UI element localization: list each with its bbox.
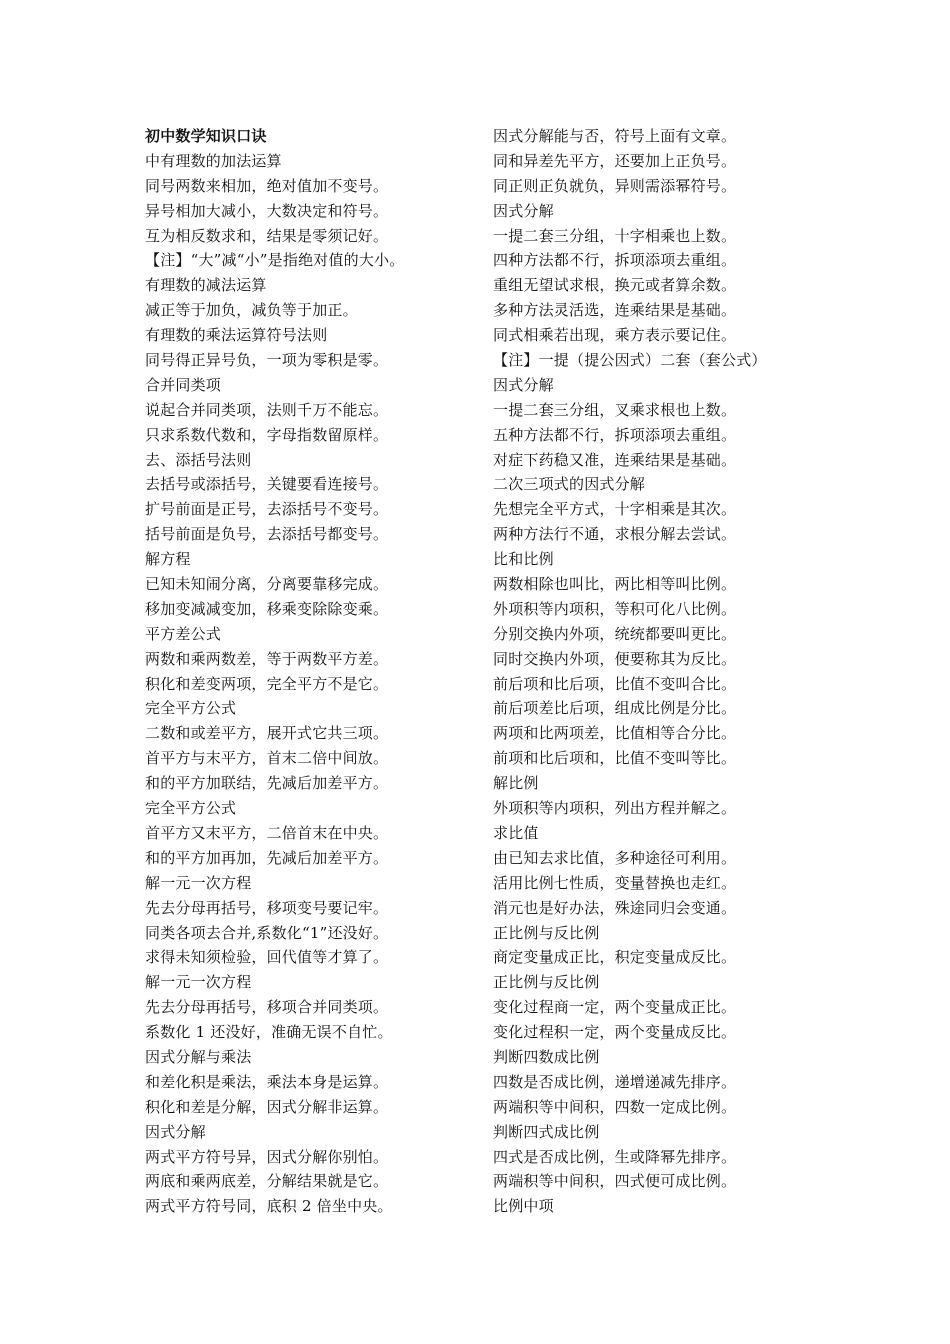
text-line: 由已知去求比值，多种途径可利用。: [493, 848, 737, 867]
text-line: 首平方与末平方，首末二倍中间放。: [145, 749, 389, 768]
text-line: 消元也是好办法，殊途同归会变通。: [493, 898, 737, 917]
text-line: 因式分解: [493, 375, 554, 394]
text-line: 因式分解: [493, 201, 554, 220]
text-line: 外项积等内项积，等积可化八比例。: [493, 599, 737, 618]
text-line: 去、添括号法则: [145, 450, 252, 469]
text-line: 只求系数代数和，字母指数留原样。: [145, 425, 389, 444]
text-line: 先去分母再括号，移项变号要记牢。: [145, 898, 389, 917]
text-line: 同号得正异号负，一项为零积是零。: [145, 351, 389, 370]
text-line: 比和比例: [493, 550, 554, 569]
text-line: 完全平方公式: [145, 799, 237, 818]
text-line: 和的平方加再加，先减后加差平方。: [145, 848, 389, 867]
text-line: 两式平方符号同，底积 2 倍坐中央。: [145, 1197, 393, 1216]
text-line: 重组无望试求根，换元或者算余数。: [493, 276, 737, 295]
text-line: 先去分母再括号，移项合并同类项。: [145, 998, 389, 1017]
text-line: 求比值: [493, 823, 539, 842]
text-line: 减正等于加负，减负等于加正。: [145, 301, 358, 320]
left-column: [145, 124, 485, 1219]
text-line: 解一元一次方程: [145, 973, 252, 992]
text-line: 求得未知须检验，回代值等才算了。: [145, 948, 389, 967]
text-line: 【注】一提（提公因式）二套（套公式）: [493, 351, 767, 370]
text-line: 括号前面是负号，去添括号都变号。: [145, 525, 389, 544]
text-line: 两式平方符号异，因式分解你别怕。: [145, 1147, 389, 1166]
text-line: 商定变量成正比，积定变量成反比。: [493, 948, 737, 967]
text-line: 两端积等中间积，四式便可成比例。: [493, 1172, 737, 1191]
text-line: 同时交换内外项，便要称其为反比。: [493, 649, 737, 668]
text-line: 二数和或差平方，展开式它共三项。: [145, 724, 389, 743]
text-line: 同类各项去合并,系数化“1”还没好。: [145, 923, 389, 942]
text-line: 四式是否成比例，生或降幂先排序。: [493, 1147, 737, 1166]
text-line: 异号相加大减小，大数决定和符号。: [145, 201, 389, 220]
text-line: 四数是否成比例，递增递减先排序。: [493, 1072, 737, 1091]
text-line: 前后项和比后项，比值不变叫合比。: [493, 674, 737, 693]
text-line: 首平方又末平方，二倍首末在中央。: [145, 823, 389, 842]
text-line: 同式相乘若出现，乘方表示要记住。: [493, 326, 737, 345]
text-line: 同和异差先平方，还要加上正负号。: [493, 151, 737, 170]
text-line: 解比例: [493, 774, 539, 793]
text-line: 扩号前面是正号，去添括号不变号。: [145, 500, 389, 519]
text-line: 两数相除也叫比，两比相等叫比例。: [493, 575, 737, 594]
text-line: 两端积等中间积，四数一定成比例。: [493, 1097, 737, 1116]
text-line: 积化和差变两项，完全平方不是它。: [145, 674, 389, 693]
text-line: 活用比例七性质，变量替换也走红。: [493, 873, 737, 892]
text-line: 正比例与反比例: [493, 923, 600, 942]
text-line: 移加变减减变加，移乘变除除变乘。: [145, 599, 389, 618]
text-line: 正比例与反比例: [493, 973, 600, 992]
text-line: 同正则正负就负，异则需添幂符号。: [493, 176, 737, 195]
text-line: 分别交换内外项，统统都要叫更比。: [493, 624, 737, 643]
text-line: 二次三项式的因式分解: [493, 475, 646, 494]
text-line: 有理数的乘法运算符号法则: [145, 326, 328, 345]
text-line: 先想完全平方式，十字相乘是其次。: [493, 500, 737, 519]
text-line: 四种方法都不行，拆项添项去重组。: [493, 251, 737, 270]
text-line: 比例中项: [493, 1197, 554, 1216]
text-line: 互为相反数求和，结果是零须记好。: [145, 226, 389, 245]
text-line: 外项积等内项积，列出方程并解之。: [493, 799, 737, 818]
text-line: 已知未知闹分离，分离要靠移完成。: [145, 575, 389, 594]
text-line: 解方程: [145, 550, 191, 569]
text-line: 变化过程积一定，两个变量成反比。: [493, 1023, 737, 1042]
text-line: 积化和差是分解，因式分解非运算。: [145, 1097, 389, 1116]
text-line: 中有理数的加法运算: [145, 151, 282, 170]
text-line: 系数化 1 还没好，准确无误不自忙。: [145, 1023, 393, 1042]
text-line: 因式分解: [145, 1122, 206, 1141]
text-line: 说起合并同类项，法则千万不能忘。: [145, 400, 389, 419]
text-line: 五种方法都不行，拆项添项去重组。: [493, 425, 737, 444]
text-line: 有理数的减法运算: [145, 276, 267, 295]
text-line: 前后项差比后项，组成比例是分比。: [493, 699, 737, 718]
text-line: 完全平方公式: [145, 699, 237, 718]
text-line: 一提二套三分组，十字相乘也上数。: [493, 226, 737, 245]
text-line: 两数和乘两数差，等于两数平方差。: [145, 649, 389, 668]
text-line: 两底和乘两底差，分解结果就是它。: [145, 1172, 389, 1191]
text-line: 因式分解与乘法: [145, 1047, 252, 1066]
text-line: 两种方法行不通，求根分解去尝试。: [493, 525, 737, 544]
document-title: 初中数学知识口诀: [145, 127, 267, 145]
text-line: 变化过程商一定，两个变量成正比。: [493, 998, 737, 1017]
text-line: 和的平方加联结，先减后加差平方。: [145, 774, 389, 793]
text-line: 前项和比后项和，比值不变叫等比。: [493, 749, 737, 768]
text-line: 因式分解能与否，符号上面有文章。: [493, 127, 737, 145]
text-line: 和差化积是乘法，乘法本身是运算。: [145, 1072, 389, 1091]
text-line: 一提二套三分组，叉乘求根也上数。: [493, 400, 737, 419]
text-line: 解一元一次方程: [145, 873, 252, 892]
right-column: [493, 124, 833, 1219]
text-line: 判断四数成比例: [493, 1047, 600, 1066]
text-line: 两项和比两项差，比值相等合分比。: [493, 724, 737, 743]
text-line: 合并同类项: [145, 375, 222, 394]
text-line: 【注】“大”减“小”是指绝对值的大小。: [145, 251, 405, 270]
text-line: 多种方法灵活选，连乘结果是基础。: [493, 301, 737, 320]
text-line: 对症下药稳又准，连乘结果是基础。: [493, 450, 737, 469]
text-line: 同号两数来相加，绝对值加不变号。: [145, 176, 389, 195]
text-line: 去括号或添括号，关键要看连接号。: [145, 475, 389, 494]
text-line: 判断四式成比例: [493, 1122, 600, 1141]
text-line: 平方差公式: [145, 624, 222, 643]
